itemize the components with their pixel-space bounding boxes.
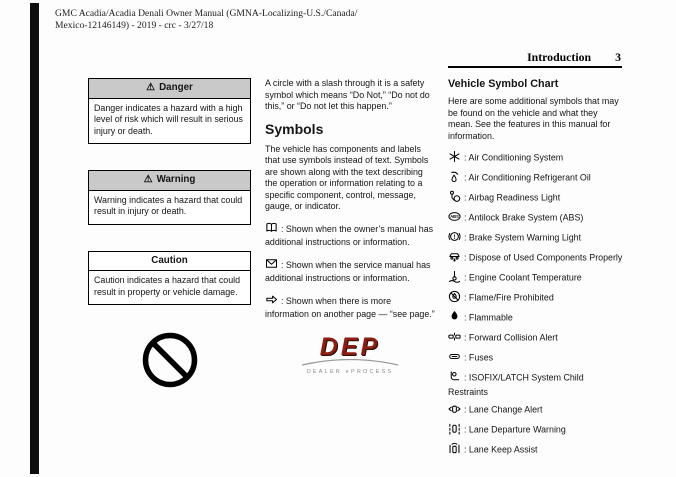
service-manual-icon bbox=[265, 257, 278, 274]
danger-box bbox=[88, 78, 251, 144]
symbol-label: : Airbag Readiness Light bbox=[464, 192, 561, 203]
brake-warning-light-icon bbox=[448, 230, 461, 247]
no-symbol-paragraph: A circle with a slash through it is a safety symbol which means “Do Not,” “Do not do this,” or “Do not let this happen.” bbox=[265, 78, 430, 111]
symbol-row bbox=[448, 190, 624, 207]
symbol-label: : Lane Keep Assist bbox=[464, 444, 538, 454]
logo-text: DEP bbox=[319, 332, 381, 361]
svg-text:ABS: ABS bbox=[450, 214, 459, 220]
owner-manual-note bbox=[265, 221, 435, 249]
column-middle bbox=[265, 78, 435, 378]
symbol-label: : Dispose of Used Components Properly bbox=[464, 252, 623, 263]
lane-departure-warning-icon bbox=[448, 422, 461, 439]
lane-keep-assist-icon bbox=[448, 442, 461, 459]
warning-text: Warning indicates a hazard that could result in injury or death. bbox=[94, 194, 243, 216]
symbol-row bbox=[448, 270, 624, 287]
column-right bbox=[448, 78, 624, 462]
warning-box bbox=[88, 170, 251, 225]
caution-text: Caution indicates a hazard that could result in property or vehicle damage. bbox=[94, 275, 241, 297]
page-arrow-icon bbox=[265, 293, 278, 310]
caution-title: Caution bbox=[151, 254, 188, 266]
symbol-row bbox=[448, 230, 624, 247]
column-left bbox=[88, 78, 251, 393]
symbol-label: : Air Conditioning Refrigerant Oil bbox=[464, 172, 591, 183]
header-rule bbox=[448, 66, 622, 68]
section-header bbox=[527, 50, 621, 65]
manual-title bbox=[55, 8, 357, 31]
symbol-label: : Flame/Fire Prohibited bbox=[464, 292, 554, 303]
symbol-row bbox=[448, 290, 624, 307]
symbol-row bbox=[448, 150, 624, 167]
lane-change-alert-icon bbox=[448, 402, 461, 419]
owner-manual-book-icon bbox=[265, 221, 278, 238]
symbol-label: : Lane Departure Warning bbox=[464, 424, 566, 434]
service-manual-note-text: : Shown when the service manual has additional instructions or information. bbox=[265, 259, 431, 283]
symbol-row bbox=[448, 250, 624, 267]
page-binding-bar bbox=[30, 3, 39, 474]
vehicle-symbol-chart-heading: Vehicle Symbol Chart bbox=[448, 78, 559, 90]
air-conditioning-system-icon bbox=[448, 150, 461, 167]
symbol-row bbox=[448, 170, 624, 187]
logo-swoosh bbox=[300, 359, 400, 366]
ac-refrigerant-oil-icon bbox=[448, 170, 461, 187]
manual-title-line1: GMC Acadia/Acadia Denali Owner Manual (GMNA-Localizing-U.S./Canada/ bbox=[55, 8, 358, 19]
prohibition-icon bbox=[141, 331, 199, 393]
owner-manual-note-text: : Shown when the owner’s manual has additional instructions or information. bbox=[265, 223, 434, 247]
symbol-row bbox=[448, 310, 624, 327]
symbols-paragraph: The vehicle has components and labels that use symbols instead of text. Symbols are shown along with the text describing the operation or information relating to a specific component, control, message, gauge, or indicator. bbox=[265, 143, 429, 211]
airbag-readiness-light-icon bbox=[448, 190, 461, 207]
symbol-row bbox=[448, 210, 624, 227]
forward-collision-alert-icon bbox=[448, 330, 461, 347]
warning-triangle-icon: ⚠ bbox=[143, 174, 153, 185]
symbol-label: : ISOFIX/LATCH System Child Restraints bbox=[448, 372, 584, 397]
vehicle-symbol-chart-intro: Here are some additional symbols that may be found on the vehicle and what they mean. See the features in this manual for information. bbox=[448, 96, 619, 141]
symbol-row bbox=[448, 370, 624, 398]
warning-box-header bbox=[89, 171, 250, 191]
svg-text:!: ! bbox=[453, 234, 456, 241]
warning-title: Warning bbox=[156, 174, 196, 185]
symbol-row bbox=[448, 330, 624, 347]
engine-coolant-temperature-icon bbox=[448, 270, 461, 287]
more-info-note bbox=[265, 293, 435, 321]
abs-icon bbox=[448, 210, 461, 227]
symbol-label: : Flammable bbox=[464, 312, 513, 323]
symbol-row bbox=[448, 422, 624, 439]
symbol-label: : Forward Collision Alert bbox=[464, 332, 558, 343]
dispose-properly-icon bbox=[448, 250, 461, 267]
prohibition-symbol-container bbox=[88, 331, 251, 393]
flammable-icon bbox=[448, 310, 461, 327]
symbol-label: : Fuses bbox=[464, 352, 494, 363]
symbol-label: : Lane Change Alert bbox=[464, 404, 543, 414]
warning-triangle-icon: ⚠ bbox=[146, 82, 156, 93]
symbol-row bbox=[448, 402, 624, 419]
fuses-icon bbox=[448, 350, 461, 367]
flame-prohibited-icon bbox=[448, 290, 461, 307]
isofix-latch-icon bbox=[448, 370, 461, 387]
danger-text: Danger indicates a hazard with a high level of risk which will result in serious injury or death. bbox=[94, 102, 243, 136]
service-manual-note bbox=[265, 257, 435, 285]
dealer-eprocess-logo bbox=[265, 332, 435, 379]
logo-subtitle: DEALER ePROCESS bbox=[306, 368, 394, 375]
symbol-row bbox=[448, 442, 624, 459]
symbols-heading: Symbols bbox=[265, 120, 324, 137]
section-title: Introduction bbox=[527, 50, 592, 64]
symbol-label: : Air Conditioning System bbox=[464, 152, 564, 163]
symbol-label: : Antilock Brake System (ABS) bbox=[464, 212, 584, 223]
danger-box-header bbox=[89, 79, 250, 99]
symbol-row bbox=[448, 350, 624, 367]
symbol-label: : Brake System Warning Light bbox=[464, 232, 582, 243]
symbol-label: : Engine Coolant Temperature bbox=[464, 272, 582, 283]
manual-title-line2: Mexico-12146149) - 2019 - crc - 3/27/18 bbox=[55, 19, 214, 31]
caution-box bbox=[88, 251, 251, 306]
more-info-note-text: : Shown when there is more information on another page — “see page.” bbox=[265, 295, 435, 319]
danger-title: Danger bbox=[159, 82, 193, 93]
page-number: 3 bbox=[615, 50, 621, 64]
caution-box-header bbox=[89, 252, 250, 272]
